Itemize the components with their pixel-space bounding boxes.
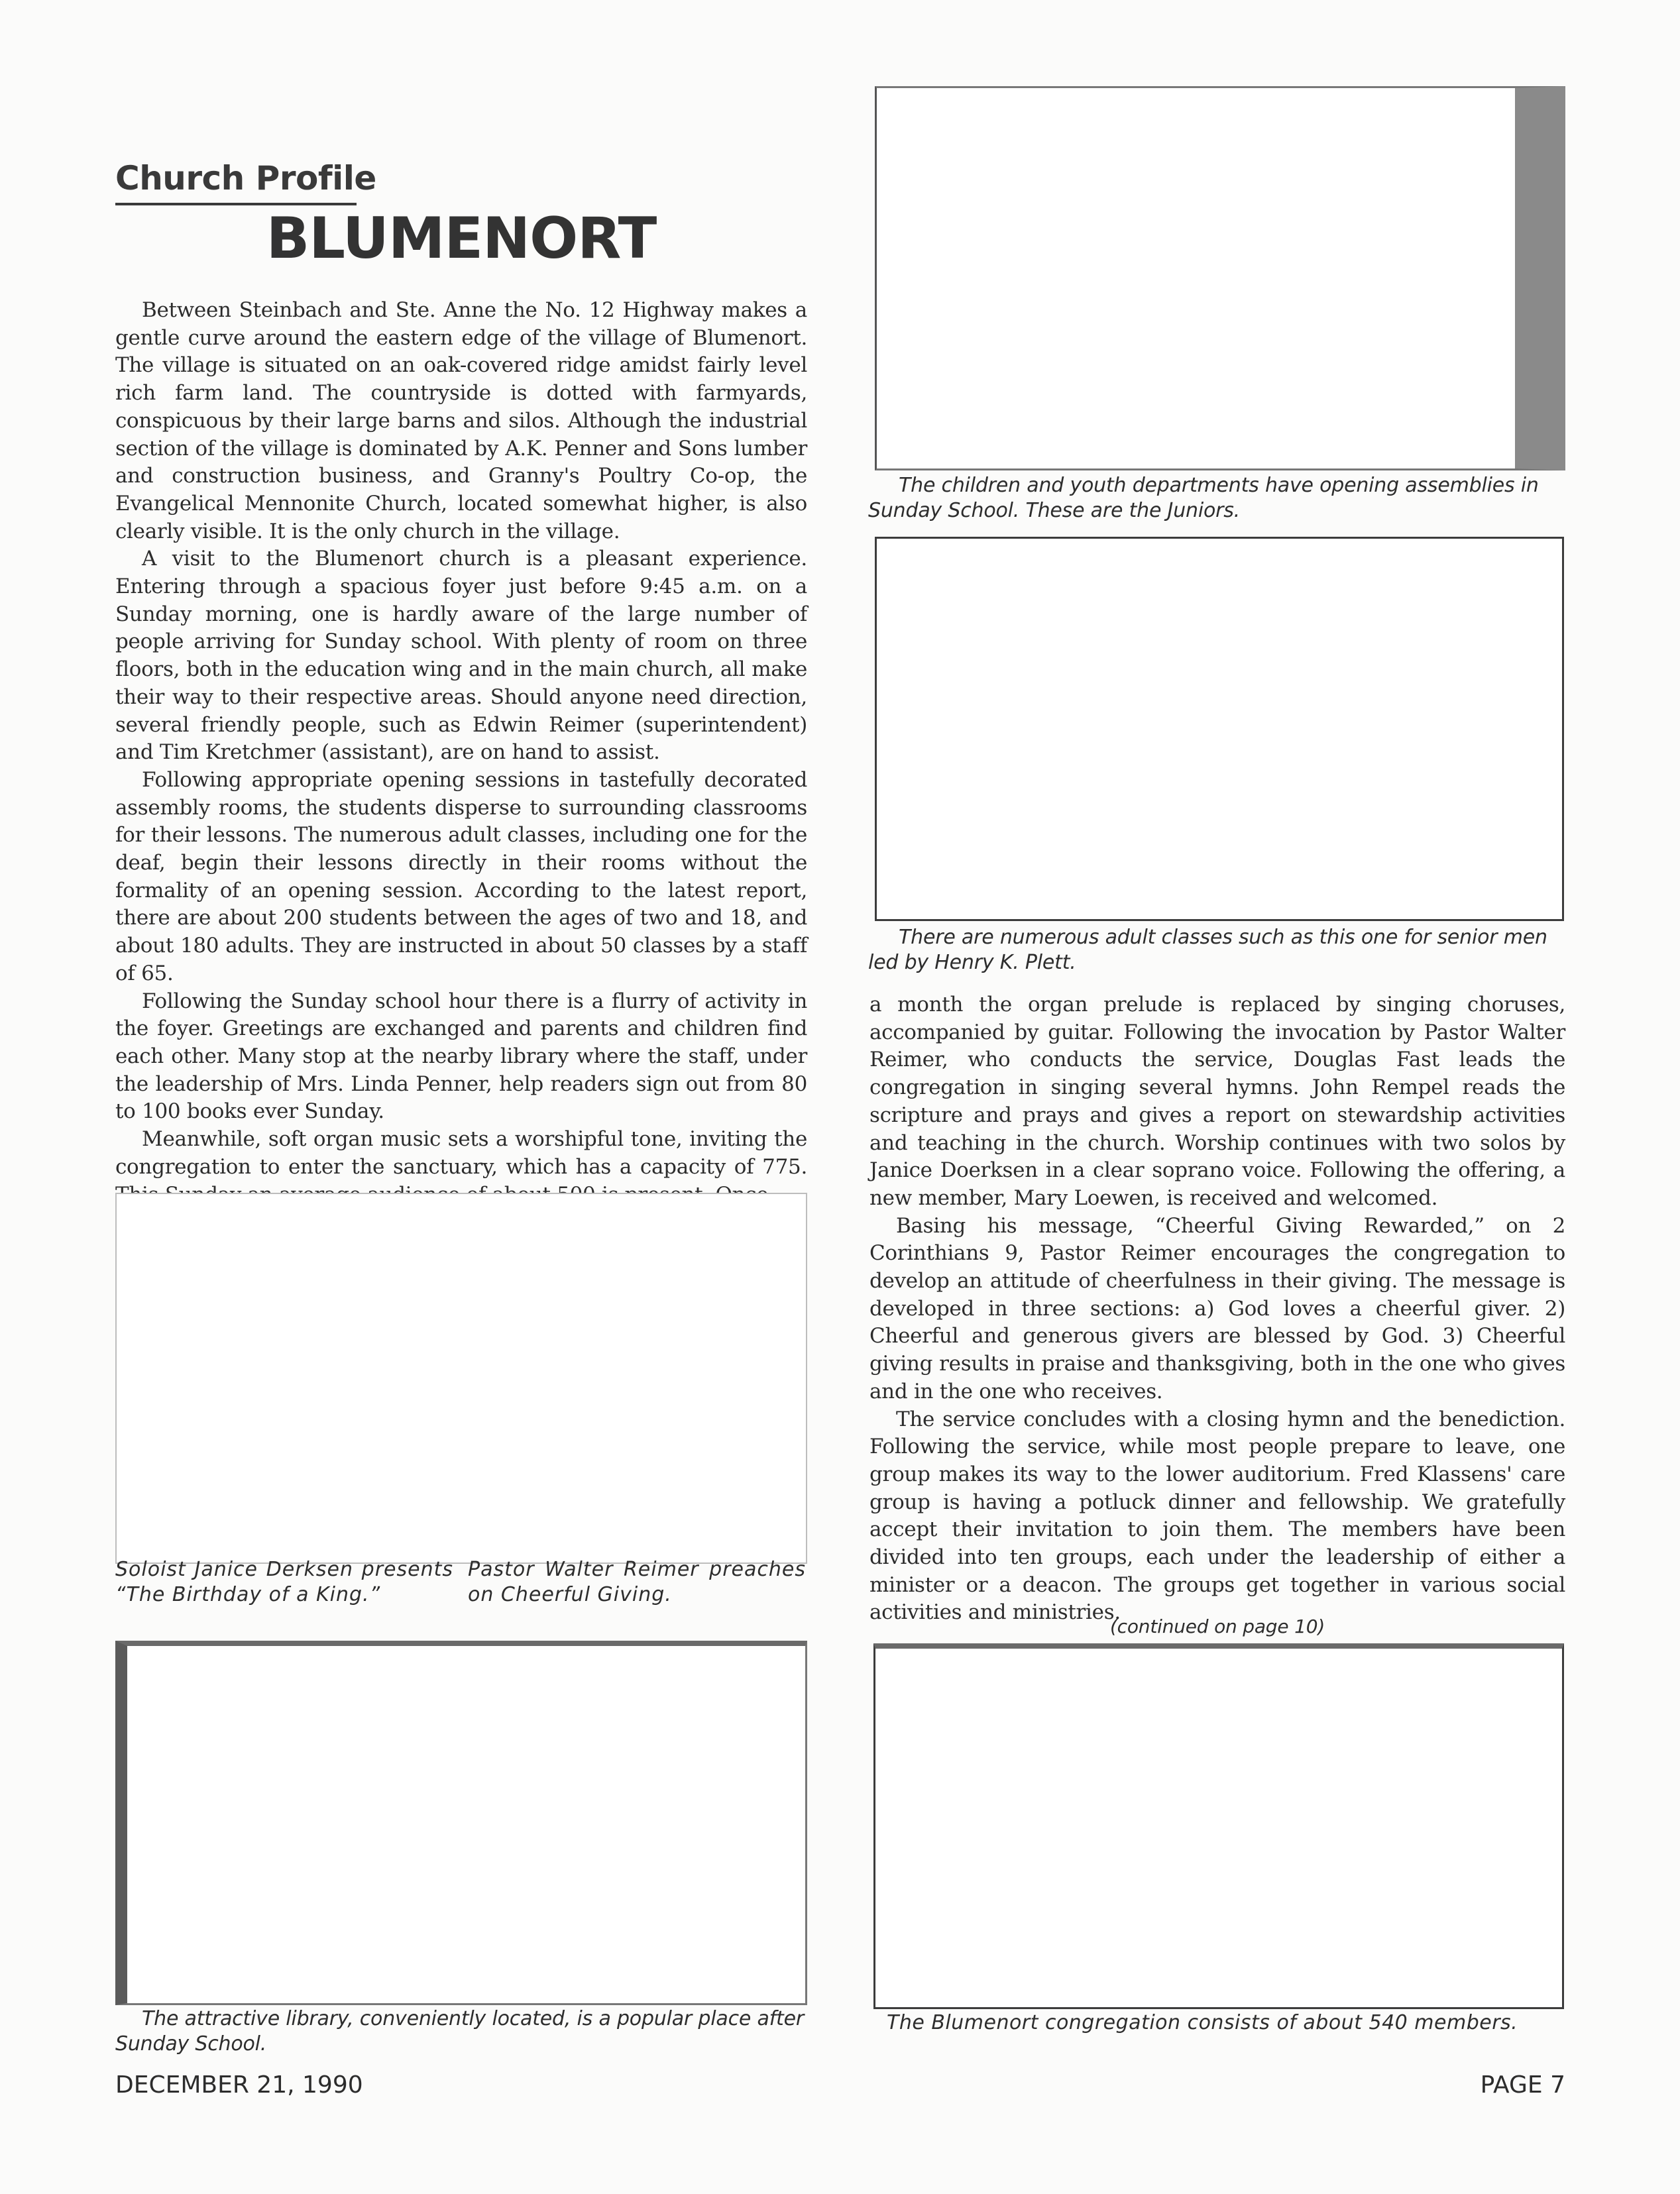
issue-date: DECEMBER 21, 1990 bbox=[115, 2071, 363, 2099]
caption-soloist: Soloist Janice Derksen presents “The Birthday of a King.” bbox=[115, 1558, 453, 1606]
caption-congregation: The Blumenort congregation consists of about 540 members. bbox=[887, 2011, 1518, 2034]
paragraph: a month the organ prelude is replaced by singing choruses, accompanied by guitar. Following the invocation by Pastor Walter Reimer, who conducts the service, Douglas Fast leads the congregation in singing several hymns. John Rempel reads the scripture and prays and gives a report on stewardship activities and teaching in the church. Worship continues with two solos by Janice Doerksen in a clear soprano voice. Following the offering, a new member, Mary Loewen, is received and welcomed. bbox=[869, 993, 1565, 1210]
paragraph: The service concludes with a closing hymn and the benediction. Following the service, while most people prepare to leave, one group makes its way to the lower auditorium. Fred Klassens' care group is having a potluck dinner and fellowship. We gratefully accept their invitation to join them. The members have been divided into ten groups, each under the leadership of either a minister or a deacon. The groups get together in various social activities and ministries. bbox=[869, 1407, 1565, 1625]
photo-library bbox=[115, 1641, 807, 2005]
photo-juniors bbox=[875, 86, 1565, 470]
caption-library: The attractive library, conveniently located, is a popular place after Sunday School. bbox=[115, 2007, 804, 2056]
section-kicker: Church Profile bbox=[115, 159, 376, 197]
left-column-text bbox=[115, 297, 807, 1209]
photo-congregation bbox=[873, 1643, 1564, 2009]
caption-adult-class: There are numerous adult classes such as this one for senior men led by Henry K. Plett. bbox=[868, 926, 1547, 974]
paragraph: Between Steinbach and Ste. Anne the No. 12 Highway makes a gentle curve around the eastern edge of the village of Blumenort. The village is situated on an oak-covered ridge amidst fairly level rich farm land. The countryside is dotted with farmyards, conspicuous by their large barns and silos. Although the industrial section of the village is dominated by A.K. Penner and Sons lumber and construction business, and Granny's Poultry Co-op, the Evangelical Mennonite Church, located somewhat higher, is also clearly visible. It is the only church in the village. bbox=[115, 298, 807, 543]
paragraph: A visit to the Blumenort church is a pleasant experience. Entering through a spacious foyer just before 9:45 a.m. on a Sunday morning, one is hardly aware of the large number of people arriving for Sunday school. With plenty of room on three floors, both in the education wing and in the main church, all make their way to their respective areas. Should anyone need direction, several friendly people, such as Edwin Reimer (superintendent) and Tim Kretchmer (assistant), are on hand to assist. bbox=[115, 547, 807, 765]
right-column-text bbox=[869, 991, 1565, 1627]
photo-adult-class bbox=[875, 537, 1564, 921]
paragraph: Meanwhile, soft organ music sets a worshipful tone, inviting the congregation to enter the sanctuary, which has a capacity of 775. bbox=[115, 1127, 807, 1179]
photo-soloist-pastor bbox=[115, 1193, 807, 1564]
continued-note: (continued on page 10) bbox=[1109, 1616, 1325, 1637]
article-title: BLUMENORT bbox=[266, 205, 657, 272]
paragraph: Following the Sunday school hour there is a flurry of activity in the foyer. Greetings are exchanged and parents and children find each other. Many stop at the nearby library where the staff, under the leadership of Mrs. Linda Penner, help readers sign out from 80 to 100 books ever Sunday. bbox=[115, 989, 807, 1124]
paragraph: Basing his message, “Cheerful Giving Rewarded,” on 2 Corinthians 9, Pastor Reimer encourages the congregation to develop an attitude of cheerfulness in their giving. The message is developed in three sections: a) God loves a cheerful giver. 2) Cheerful and generous givers are blessed by God. 3) Cheerful giving results in praise and thanksgiving, both in the one who gives and in the one who receives. bbox=[869, 1213, 1565, 1403]
page-number: PAGE 7 bbox=[1480, 2071, 1565, 2099]
caption-pastor: Pastor Walter Reimer preaches on Cheerful Giving. bbox=[468, 1558, 806, 1606]
caption-juniors: The children and youth departments have opening assemblies in Sunday School. These are the Juniors. bbox=[868, 474, 1539, 522]
paragraph: Following appropriate opening sessions in tastefully decorated assembly rooms, the students disperse to surrounding classrooms for their lessons. The numerous adult classes, including one for the deaf, begin their lessons directly in their rooms without the formality of an opening session. According to the latest report, there are about 200 students between the ages of two and 18, and about 180 adults. They are instructed in about 50 classes by a staff of 65. bbox=[115, 767, 807, 985]
